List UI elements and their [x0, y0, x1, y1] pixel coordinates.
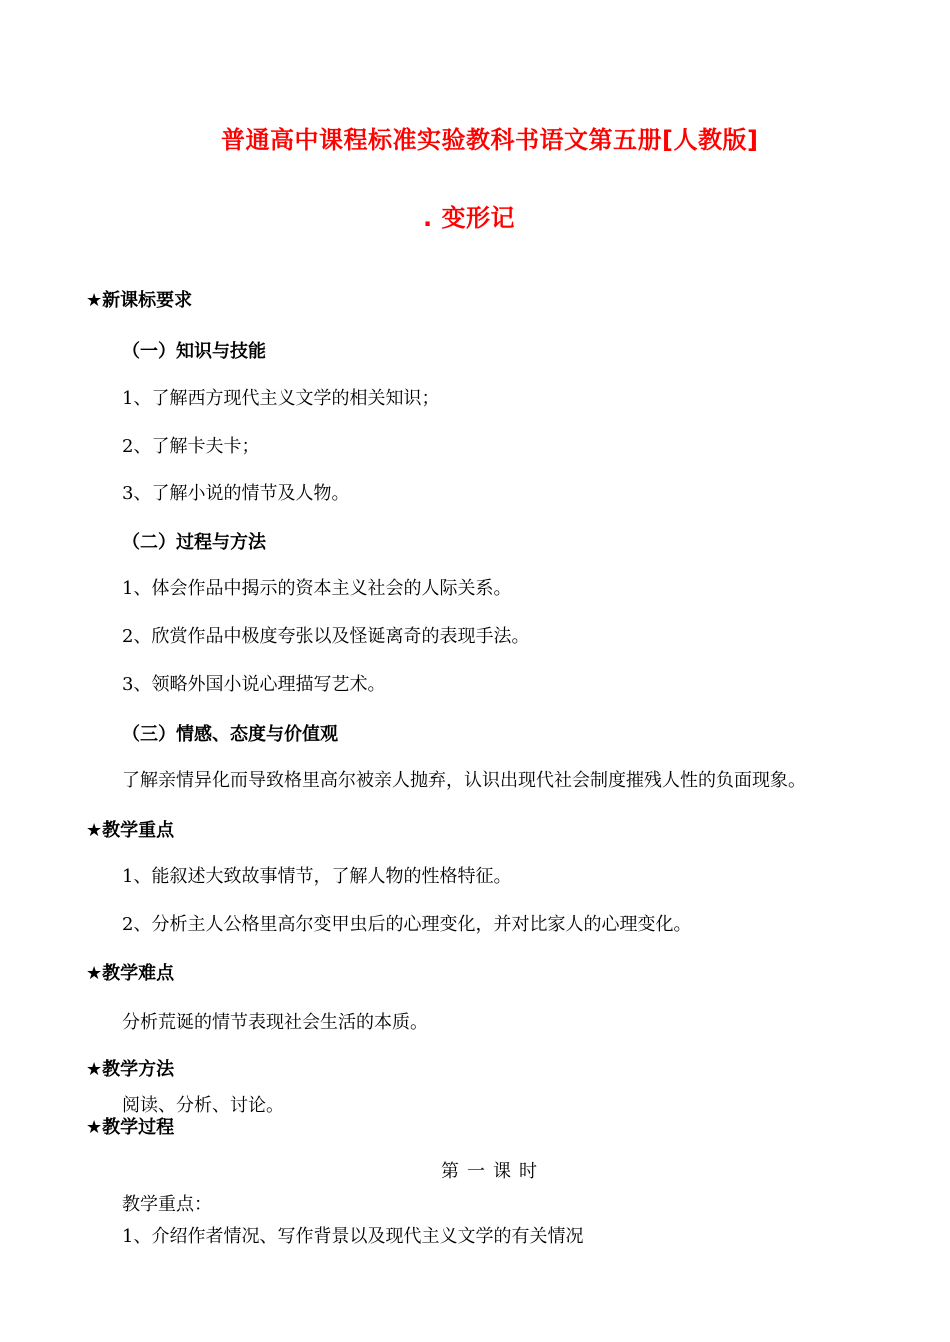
- subheading-knowledge: （一）知识与技能: [122, 341, 266, 362]
- section-heading-difficulties: ★教学难点: [86, 963, 175, 984]
- knowledge-item: 2、了解卡夫卡；: [122, 436, 260, 457]
- methods-text: 阅读、分析、讨论。: [122, 1095, 284, 1116]
- knowledge-item: 3、了解小说的情节及人物。: [122, 483, 350, 504]
- process-item: 3、领略外国小说心理描写艺术。: [122, 674, 386, 695]
- key-point-item: 1、能叙述大致故事情节，了解人物的性格特征。: [122, 866, 512, 887]
- subheading-emotion: （三）情感、态度与价值观: [122, 724, 338, 745]
- lesson-focus-item: 1、介绍作者情况、写作背景以及现代主义文学的有关情况: [122, 1226, 584, 1247]
- subheading-process-method: （二）过程与方法: [122, 532, 266, 553]
- key-point-item: 2、分析主人公格里高尔变甲虫后的心理变化，并对比家人的心理变化。: [122, 914, 692, 935]
- difficulties-text: 分析荒诞的情节表现社会生活的本质。: [122, 1012, 428, 1033]
- lesson-focus-label: 教学重点：: [122, 1194, 212, 1215]
- document-subtitle: . 变形记: [423, 204, 515, 232]
- section-heading-methods: ★教学方法: [86, 1059, 175, 1080]
- process-item: 1、体会作品中揭示的资本主义社会的人际关系。: [122, 578, 512, 599]
- document-title: 普通高中课程标准实验教科书语文第五册[人教版]: [221, 126, 759, 154]
- section-heading-key-points: ★教学重点: [86, 820, 175, 841]
- section-heading-standards: ★新课标要求: [86, 290, 193, 311]
- section-heading-process: ★教学过程: [86, 1117, 175, 1138]
- process-item: 2、欣赏作品中极度夸张以及怪诞离奇的表现手法。: [122, 626, 530, 647]
- knowledge-item: 1、了解西方现代主义文学的相关知识；: [122, 388, 440, 409]
- lesson-title: 第一课时: [441, 1161, 545, 1182]
- emotion-text: 了解亲情异化而导致格里高尔被亲人抛弃，认识出现代社会制度摧残人性的负面现象。: [122, 770, 806, 791]
